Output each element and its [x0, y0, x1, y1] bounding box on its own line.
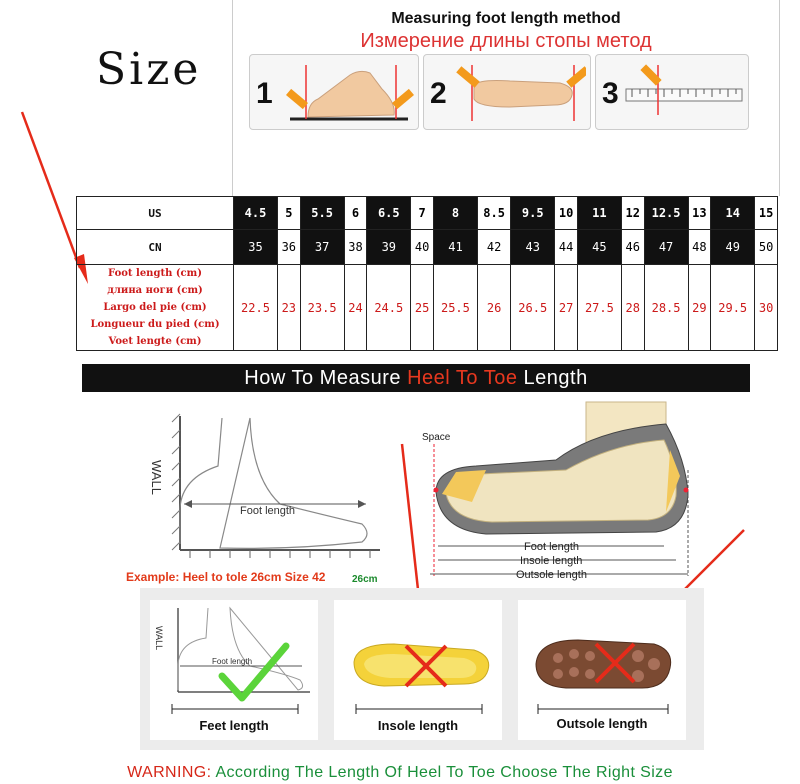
method-title: Measuring foot length method — [391, 10, 621, 27]
table-cell: 13 — [688, 197, 711, 230]
table-cell: 40 — [411, 230, 434, 265]
foot-length-label — [77, 265, 234, 351]
step-1-panel — [249, 54, 419, 130]
card-foot-length-label: Foot length — [212, 657, 253, 666]
table-cell: 43 — [511, 230, 555, 265]
foot-length-label-fr: Longueur du pied (cm) — [90, 319, 220, 330]
table-cell: 27.5 — [577, 265, 621, 351]
ruler-measure-icon — [622, 59, 746, 125]
table-cell: 25 — [411, 265, 434, 351]
foot-length-label-ru: длина ноги (cm) — [107, 285, 203, 296]
table-cell: 45 — [577, 230, 621, 265]
table-cell: 5.5 — [300, 197, 344, 230]
table-cell: 46 — [621, 230, 644, 265]
table-cell: 35 — [234, 230, 278, 265]
table-cell: 10 — [555, 197, 578, 230]
how-to-measure-banner — [82, 364, 750, 392]
warning-text — [0, 764, 800, 782]
table-cell: 4.5 — [234, 197, 278, 230]
cn-size-row — [77, 230, 778, 265]
table-cell: 8 — [433, 197, 477, 230]
shoe-outsole-length-label: Outsole length — [516, 569, 587, 581]
warning-prefix: WARNING: — [127, 764, 216, 781]
table-cell: 23 — [277, 265, 300, 351]
space-label: Space — [422, 432, 451, 443]
table-cell: 6 — [344, 197, 367, 230]
shoe-insole-length-label: Insole length — [520, 555, 583, 567]
card-wall-label: WALL — [154, 626, 164, 651]
step-2-panel — [423, 54, 591, 130]
table-cell: 50 — [755, 230, 778, 265]
table-cell: 15 — [755, 197, 778, 230]
table-cell: 7 — [411, 197, 434, 230]
table-cell: 36 — [277, 230, 300, 265]
step-3-panel — [595, 54, 749, 130]
measure-bracket-icon — [536, 702, 670, 716]
measuring-method-panel — [232, 0, 780, 196]
size-title: Size — [96, 44, 202, 95]
insole-cross-icon — [334, 600, 502, 710]
table-cell: 29.5 — [711, 265, 755, 351]
measure-bracket-icon — [354, 702, 484, 716]
shoe-foot-length-label: Foot length — [524, 541, 580, 553]
banner-highlight: Heel To Toe — [407, 367, 518, 389]
wall-label: WALL — [149, 460, 164, 495]
foot-length-label-es: Largo del pie (cm) — [103, 302, 207, 313]
us-label: US — [77, 197, 234, 230]
table-cell: 8.5 — [477, 197, 510, 230]
method-title-russian: Измерение длины стопы метод — [360, 30, 652, 52]
table-cell: 12 — [621, 197, 644, 230]
insole-length-label: Insole length — [377, 718, 459, 733]
outsole-cross-icon — [518, 600, 686, 710]
table-cell: 48 — [688, 230, 711, 265]
table-cell: 26.5 — [511, 265, 555, 351]
measure-bracket-icon — [170, 702, 300, 716]
foot-top-measure-icon — [450, 59, 586, 125]
table-cell: 11 — [577, 197, 621, 230]
step-number: 2 — [430, 77, 447, 110]
table-cell: 28 — [621, 265, 644, 351]
table-cell: 6.5 — [367, 197, 411, 230]
foot-length-label-nl: Voet lengte (cm) — [108, 336, 202, 347]
table-cell: 42 — [477, 230, 510, 265]
table-cell: 29 — [688, 265, 711, 351]
outsole-length-card — [518, 600, 686, 740]
table-cell: 25.5 — [433, 265, 477, 351]
table-cell: 26 — [477, 265, 510, 351]
table-cell: 27 — [555, 265, 578, 351]
wall-foot-diagram — [140, 408, 380, 578]
table-cell: 9.5 — [511, 197, 555, 230]
step-number: 1 — [256, 77, 273, 110]
table-cell: 5 — [277, 197, 300, 230]
feet-length-label: Feet length — [199, 718, 269, 733]
example-text: Example: Heel to tole 26cm Size 42 — [126, 570, 326, 584]
banner-prefix: How To Measure — [244, 367, 408, 389]
table-cell: 39 — [367, 230, 411, 265]
foot-length-label-en: Foot length (cm) — [108, 268, 202, 279]
banner-suffix: Length — [517, 367, 588, 389]
cn-label: CN — [77, 230, 234, 265]
size-chart-table — [76, 196, 778, 351]
warning-message: According The Length Of Heel To Toe Choose The Right Size — [215, 764, 673, 781]
table-cell: 30 — [755, 265, 778, 351]
table-cell: 38 — [344, 230, 367, 265]
insole-length-card — [334, 600, 502, 740]
table-cell: 12.5 — [644, 197, 688, 230]
table-cell: 41 — [433, 230, 477, 265]
table-cell: 37 — [300, 230, 344, 265]
table-cell: 49 — [711, 230, 755, 265]
foot-length-label: Foot length — [240, 505, 296, 517]
foot-wall-check-icon — [150, 600, 318, 710]
cm-measurement-label: 26cm — [352, 574, 378, 585]
feet-length-card — [150, 600, 318, 740]
foot-side-measure-icon — [278, 59, 414, 125]
table-cell: 47 — [644, 230, 688, 265]
table-cell: 24.5 — [367, 265, 411, 351]
table-cell: 23.5 — [300, 265, 344, 351]
foot-length-row — [77, 265, 778, 351]
outsole-length-label: Outsole length — [556, 716, 648, 731]
table-cell: 14 — [711, 197, 755, 230]
us-size-row — [77, 197, 778, 230]
table-cell: 44 — [555, 230, 578, 265]
table-cell: 28.5 — [644, 265, 688, 351]
step-number: 3 — [602, 77, 619, 110]
table-cell: 24 — [344, 265, 367, 351]
table-cell: 22.5 — [234, 265, 278, 351]
